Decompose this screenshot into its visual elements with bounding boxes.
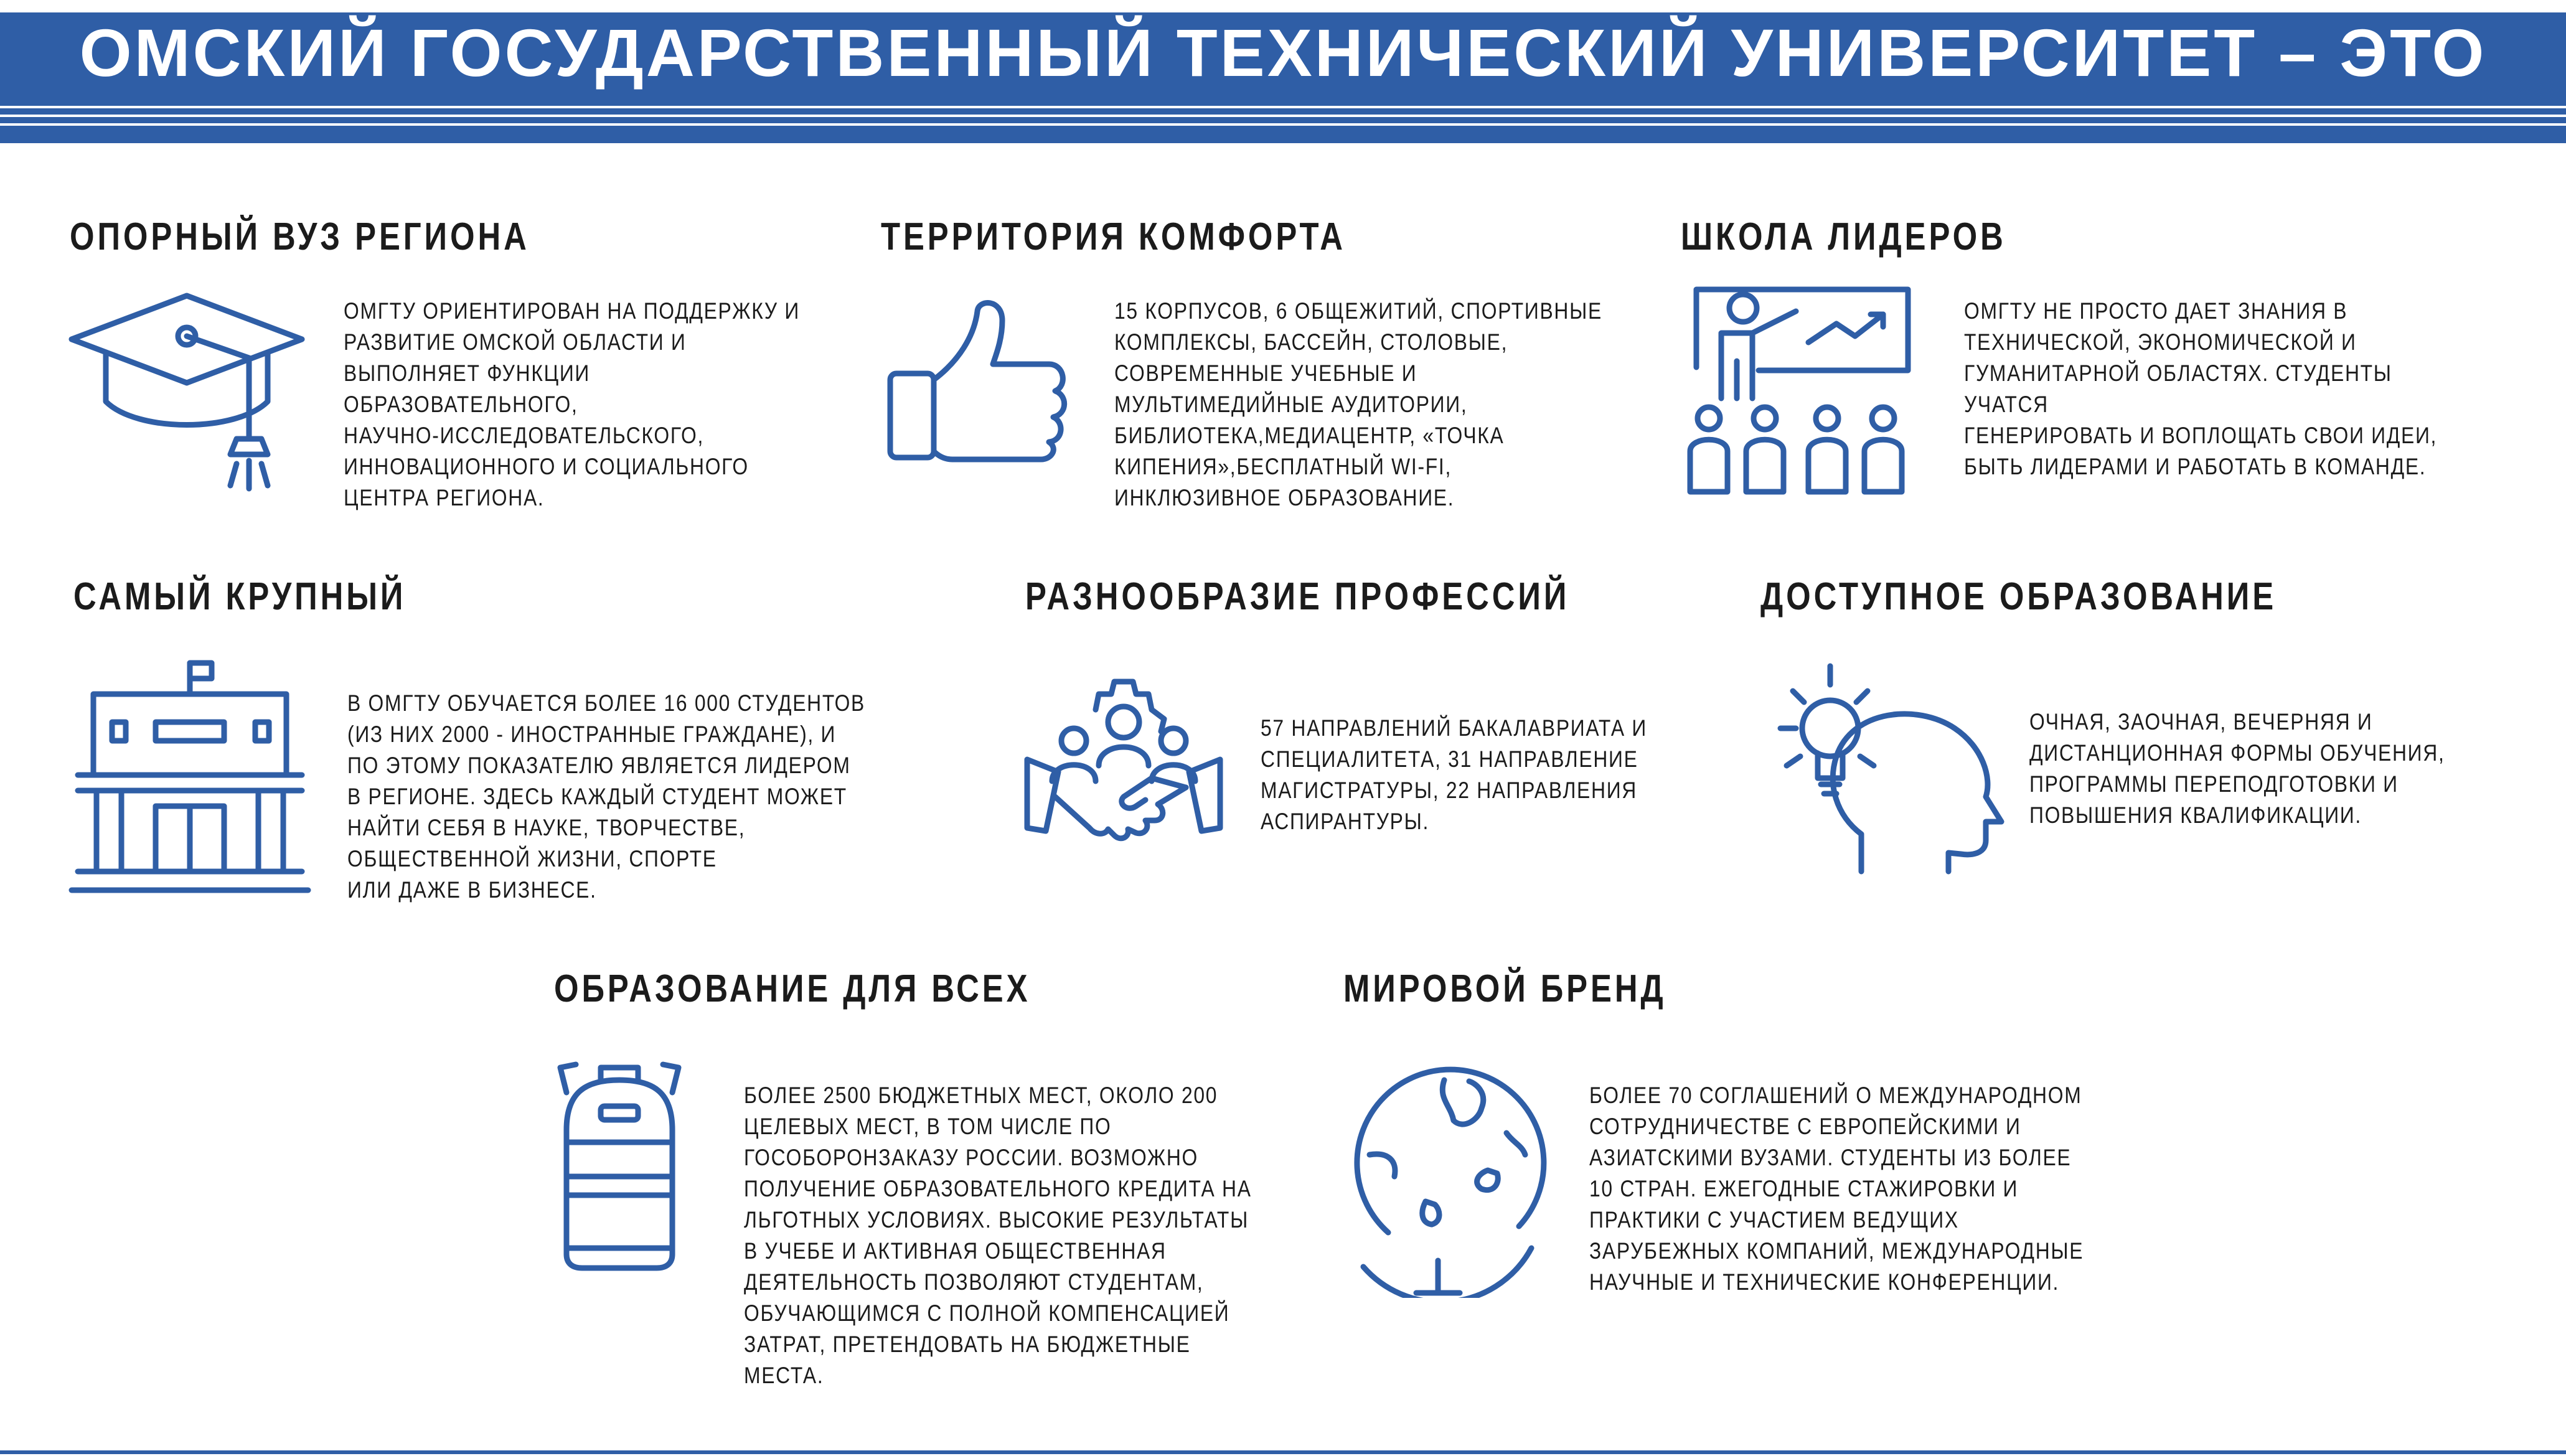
block-title-accessible-education: ДОСТУПНОЕ ОБРАЗОВАНИЕ — [1760, 575, 2277, 618]
banner-stripe — [0, 106, 2566, 108]
block-title-comfort-zone: ТЕРРИТОРИЯ КОМФОРТА — [881, 215, 1346, 258]
block-title-regional-university: ОПОРНЫЙ ВУЗ РЕГИОНА — [70, 215, 530, 258]
bottom-rule — [0, 1450, 2566, 1454]
block-title-education-for-all: ОБРАЗОВАНИЕ ДЛЯ ВСЕХ — [554, 967, 1031, 1010]
page-title: ОМСКИЙ ГОСУДАРСТВЕННЫЙ ТЕХНИЧЕСКИЙ УНИВЕРСИТЕТ – ЭТО — [79, 15, 2487, 90]
block-text-leaders-school: ОМГТУ НЕ ПРОСТО ДАЕТ ЗНАНИЯ В ТЕХНИЧЕСКОЙ, ЭКОНОМИЧЕСКОЙ И ГУМАНИТАРНОЙ ОБЛАСТЯХ. СТУДЕНТЫ УЧАТСЯ ГЕНЕРИРОВАТЬ И ВОПЛОЩАТЬ СВОИ ИДЕИ, БЫТЬ ЛИДЕРАМИ И РАБОТАТЬ В КОМАНДЕ. — [1964, 298, 2438, 479]
banner-stripe — [0, 115, 2566, 117]
graduation-cap-icon — [62, 283, 311, 501]
block-title-largest: САМЫЙ КРУПНЫЙ — [73, 575, 407, 618]
presentation-icon — [1684, 280, 1920, 504]
team-handshake-icon — [1021, 672, 1226, 878]
block-text-regional-university: ОМГТУ ОРИЕНТИРОВАН НА ПОДДЕРЖКУ И РАЗВИТИЕ ОМСКОЙ ОБЛАСТИ И ВЫПОЛНЯЕТ ФУНКЦИИ ОБРАЗОВАТЕЛЬНОГО, НАУЧНО-ИССЛЕДОВАТЕЛЬСКОГО, ИННОВАЦИОННОГО И СОЦИАЛЬНОГО ЦЕНТРА РЕГИОНА. — [344, 298, 800, 510]
head-lightbulb-icon — [1768, 654, 2017, 878]
block-title-professions: РАЗНООБРАЗИЕ ПРОФЕССИЙ — [1025, 575, 1570, 618]
university-building-icon — [65, 657, 314, 896]
block-text-education-for-all: БОЛЕЕ 2500 БЮДЖЕТНЫХ МЕСТ, ОКОЛО 200 ЦЕЛЕВЫХ МЕСТ, В ТОМ ЧИСЛЕ ПО ГОСОБОРОНЗАКАЗУ РОССИИ. ВОЗМОЖНО ПОЛУЧЕНИЕ ОБРАЗОВАТЕЛЬНОГО КРЕДИТА НА ЛЬГОТНЫХ УСЛОВИЯХ. ВЫСОКИЕ РЕЗУЛЬТАТЫ В УЧЕБЕ И АКТИВНАЯ ОБЩЕСТВЕННАЯ ДЕЯТЕЛЬНОСТЬ ПОЗВОЛЯЮТ СТУДЕНТАМ, ОБУЧАЮЩИМСЯ С ПОЛНОЙ КОМПЕНСАЦИЕЙ ЗАТРАТ, ПРЕТЕНДОВАТЬ НА БЮДЖЕТНЫЕ МЕСТА. — [744, 1083, 1252, 1388]
block-title-leaders-school: ШКОЛА ЛИДЕРОВ — [1681, 215, 2006, 258]
block-text-comfort-zone: 15 КОРПУСОВ, 6 ОБЩЕЖИТИЙ, СПОРТИВНЫЕ КОМПЛЕКСЫ, БАССЕЙН, СТОЛОВЫЕ, СОВРЕМЕННЫЕ УЧЕБНЫЕ И МУЛЬТИМЕДИЙНЫЕ АУДИТОРИИ, БИБЛИОТЕКА,МЕДИАЦЕНТР, «ТОЧКА КИПЕНИЯ»,БЕСПЛАТНЫЙ WI-FI, ИНКЛЮЗИВНОЕ ОБРАЗОВАНИЕ. — [1114, 298, 1602, 510]
banner-stripe — [0, 123, 2566, 126]
block-text-accessible-education: ОЧНАЯ, ЗАОЧНАЯ, ВЕЧЕРНЯЯ И ДИСТАНЦИОННАЯ ФОРМЫ ОБУЧЕНИЯ, ПРОГРАММЫ ПЕРЕПОДГОТОВКИ И ПОВЫШЕНИЯ КВАЛИФИКАЦИИ. — [2029, 709, 2445, 828]
block-title-world-brand: МИРОВОЙ БРЕНД — [1343, 967, 1666, 1010]
block-text-world-brand: БОЛЕЕ 70 СОГЛАШЕНИЙ О МЕЖДУНАРОДНОМ СОТРУДНИЧЕСТВЕ С ЕВРОПЕЙСКИМИ И АЗИАТСКИМИ ВУЗАМИ. СТУДЕНТЫ ИЗ БОЛЕЕ 10 СТРАН. ЕЖЕГОДНЫЕ СТАЖИРОВКИ И ПРАКТИКИ С УЧАСТИЕМ ВЕДУЩИХ ЗАРУБЕЖНЫХ КОМПАНИЙ, МЕЖДУНАРОДНЫЕ НАУЧНЫЕ И ТЕХНИЧЕСКИЕ КОНФЕРЕНЦИИ. — [1589, 1083, 2084, 1295]
block-text-professions: 57 НАПРАВЛЕНИЙ БАКАЛАВРИАТА И СПЕЦИАЛИТЕТА, 31 НАПРАВЛЕНИЕ МАГИСТРАТУРЫ, 22 НАПРАВЛЕНИЯ АСПИРАНТУРЫ. — [1261, 715, 1648, 834]
thumbs-up-icon — [878, 293, 1077, 467]
block-text-largest: В ОМГТУ ОБУЧАЕТСЯ БОЛЕЕ 16 000 СТУДЕНТОВ (ИЗ НИХ 2000 - ИНОСТРАННЫЕ ГРАЖДАНЕ), И ПО ЭТОМУ ПОКАЗАТЕЛЮ ЯВЛЯЕТСЯ ЛИДЕРОМ В РЕГИОНЕ. ЗДЕСЬ КАЖДЫЙ СТУДЕНТ МОЖЕТ НАЙТИ СЕБЯ В НАУКЕ, ТВОРЧЕСТВЕ, ОБЩЕСТВЕННОЙ ЖИЗНИ, СПОРТЕ ИЛИ ДАЖЕ В БИЗНЕСЕ. — [347, 690, 865, 903]
header-banner — [0, 12, 2566, 143]
backpack-icon — [548, 1055, 691, 1273]
globe-icon — [1345, 1061, 1550, 1298]
